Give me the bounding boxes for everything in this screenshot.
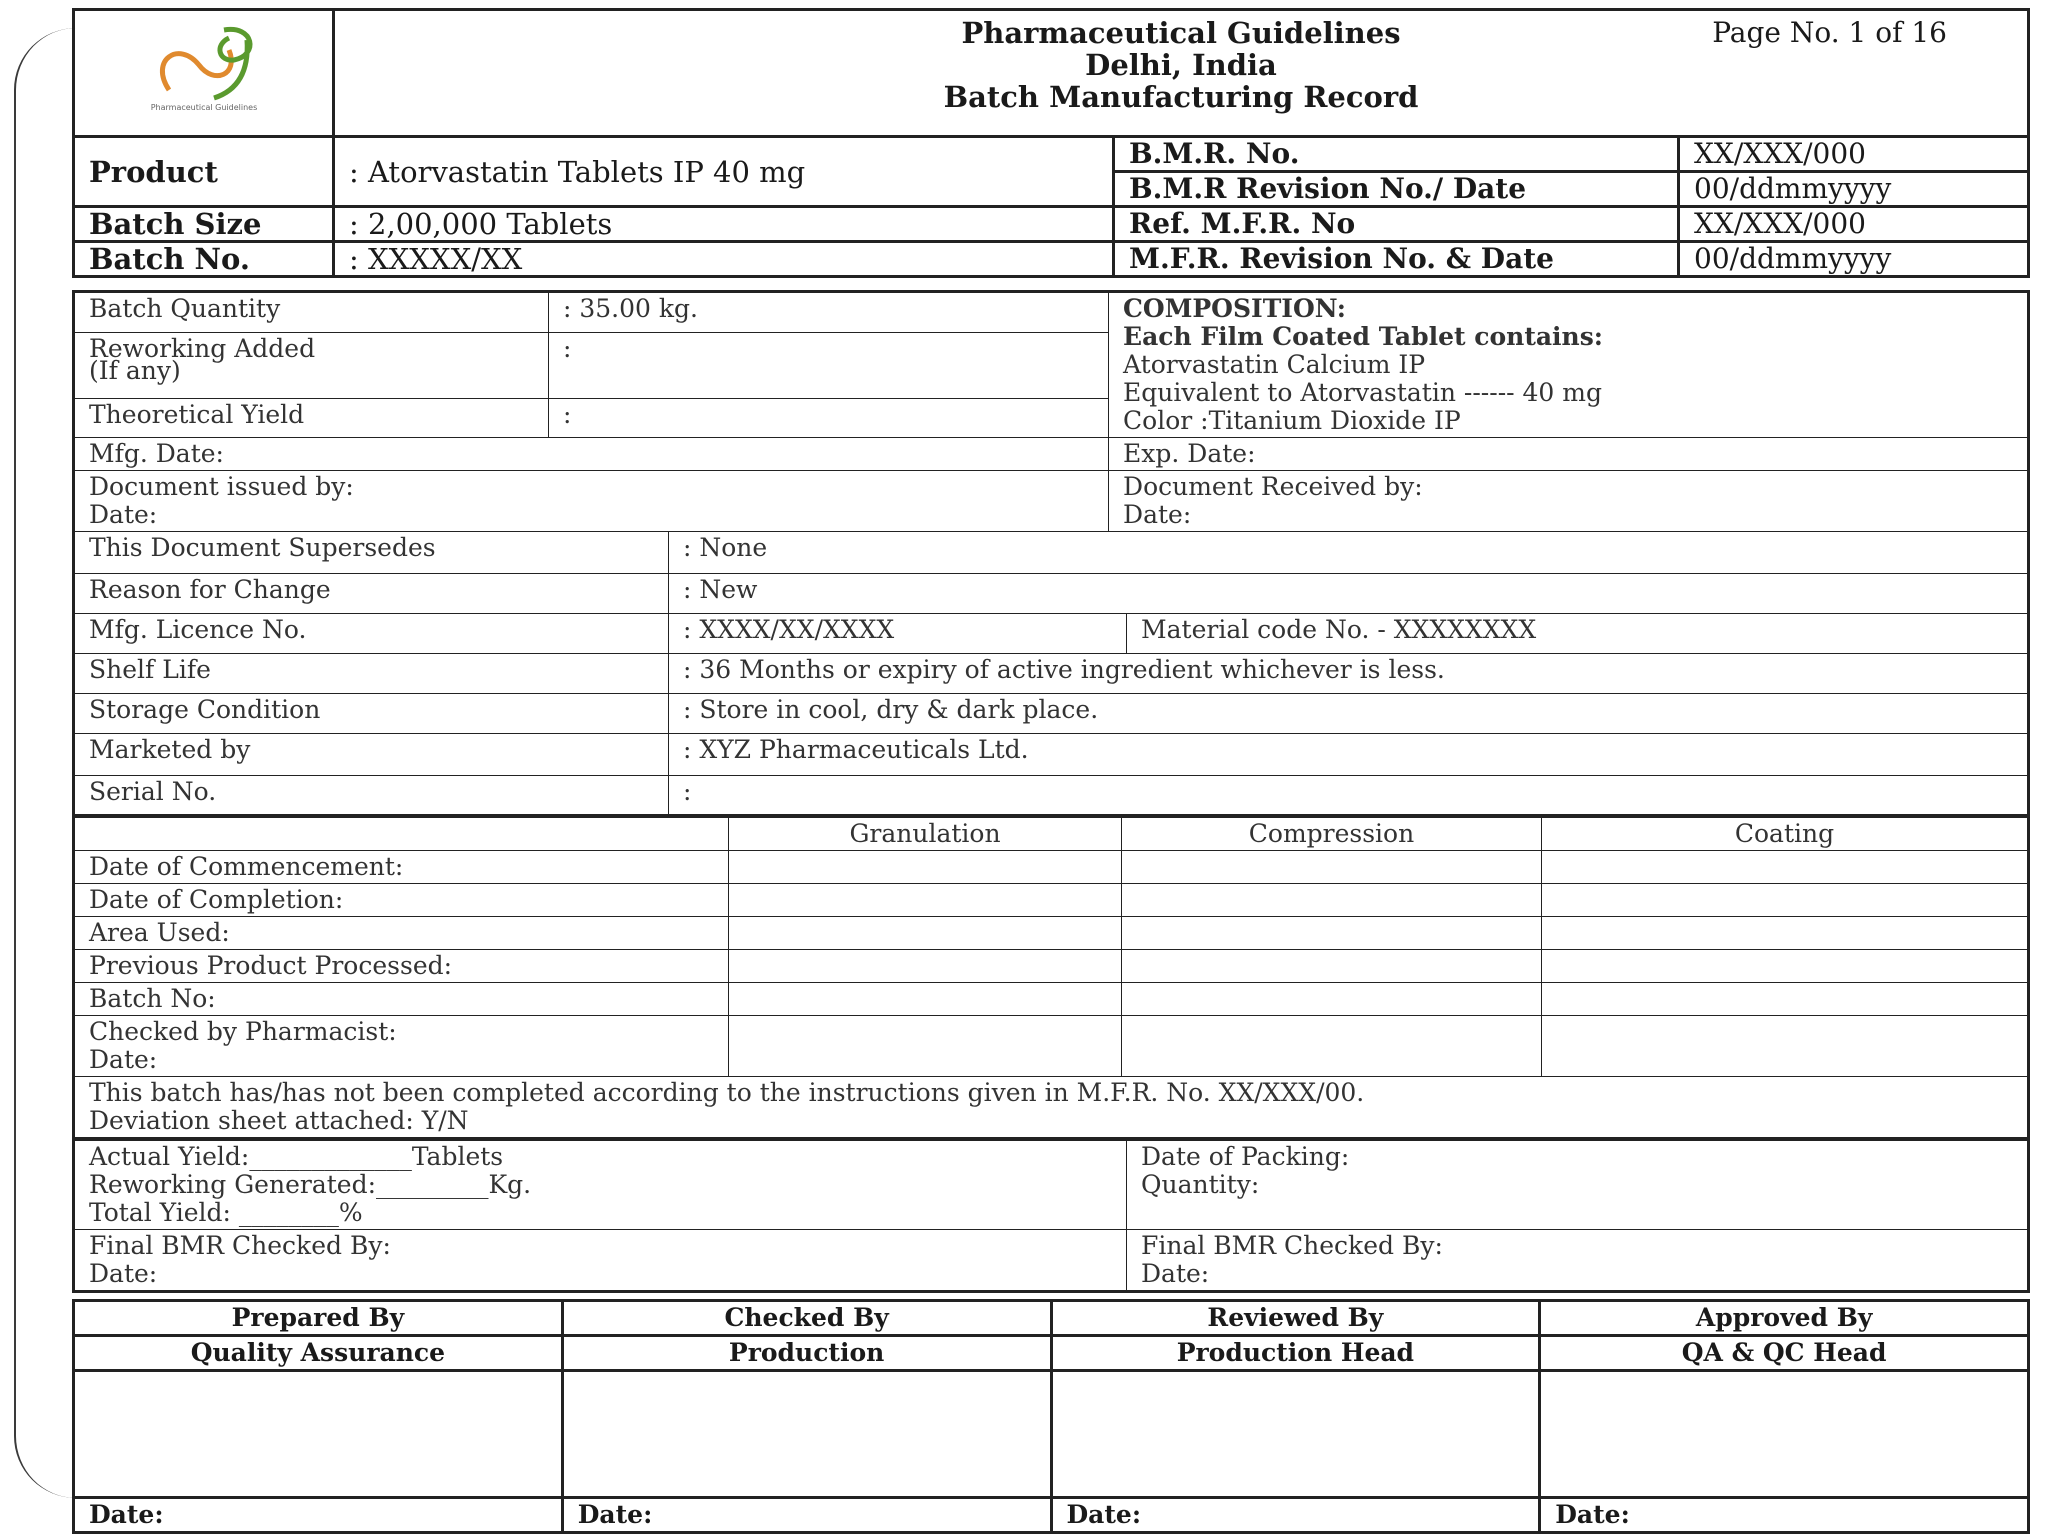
final-bmr-check-left: Final BMR Checked By: Date:	[74, 1230, 1127, 1292]
marketed-by-label: Marketed by	[74, 734, 669, 776]
signature-space	[74, 1371, 563, 1498]
role-approved-by: Approved By	[1540, 1301, 2029, 1336]
stage-row-label: Date of Completion:	[74, 884, 729, 917]
signature-space	[1051, 1371, 1540, 1498]
slide-left-bracket	[14, 28, 76, 1498]
batch-size-label: Batch Size	[74, 207, 334, 242]
main-body-table	[72, 290, 2030, 817]
batch-quantity-label: Batch Quantity	[74, 292, 549, 333]
bmr-no-label: B.M.R. No.	[1114, 137, 1679, 172]
mfr-no-label: Ref. M.F.R. No	[1114, 207, 1679, 242]
material-code: Material code No. - XXXXXXXX	[1127, 614, 2029, 654]
serial-no-value: :	[669, 776, 2029, 816]
sign-date: Date:	[74, 1498, 563, 1533]
supersedes-label: This Document Supersedes	[74, 532, 669, 574]
yield-details: Actual Yield:_____________Tablets Reworking Generated:_________Kg. Total Yield: ________%	[74, 1141, 1127, 1230]
sign-date: Date:	[1051, 1498, 1540, 1533]
shelf-life-label: Shelf Life	[74, 654, 669, 694]
batch-manufacturing-record	[72, 8, 2030, 1534]
document-title: Pharmaceutical Guidelines Delhi, India Batch Manufacturing Record	[943, 16, 1419, 114]
serial-no-label: Serial No.	[74, 776, 669, 816]
header-table	[72, 8, 2030, 138]
stages-table	[72, 817, 2030, 1140]
bmr-no-value: XX/XXX/000	[1679, 137, 2029, 172]
rework-added-label: Reworking Added (If any)	[74, 332, 549, 398]
stage-row-label: Date of Commencement:	[74, 851, 729, 884]
header-title-cell	[334, 10, 2029, 137]
signature-space	[562, 1371, 1051, 1498]
batch-quantity-value: : 35.00 kg.	[549, 292, 1109, 333]
role-checked-by: Checked By	[562, 1301, 1051, 1336]
company-logo-icon	[129, 20, 279, 120]
stage-compression: Compression	[1122, 818, 1542, 851]
reason-value: : New	[669, 574, 2029, 614]
stage-row-label: Previous Product Processed:	[74, 950, 729, 983]
mfg-date: Mfg. Date:	[74, 438, 1109, 471]
role-prepared-by: Prepared By	[74, 1301, 563, 1336]
storage-value: : Store in cool, dry & dark place.	[669, 694, 2029, 734]
marketed-by-value: : XYZ Pharmaceuticals Ltd.	[669, 734, 2029, 776]
sign-date: Date:	[562, 1498, 1051, 1533]
licence-value: : XXXX/XX/XXXX	[669, 614, 1127, 654]
bmr-revision-value: 00/ddmmyyyy	[1679, 172, 2029, 207]
stage-granulation: Granulation	[729, 818, 1122, 851]
rework-added-value: :	[549, 332, 1109, 398]
batch-no-label: Batch No.	[74, 242, 334, 277]
reason-label: Reason for Change	[74, 574, 669, 614]
exp-date: Exp. Date:	[1109, 438, 2029, 471]
completion-statement: This batch has/has not been completed according to the instructions given in M.F.R. No. XX/XXX/00. Deviation sheet attached: Y/N	[74, 1077, 2029, 1139]
stage-row-label: Batch No:	[74, 983, 729, 1016]
page-number: Page No. 1 of 16	[1712, 16, 1947, 49]
sign-date: Date:	[1540, 1498, 2029, 1533]
signature-table	[72, 1299, 2030, 1534]
yield-table	[72, 1140, 2030, 1293]
storage-label: Storage Condition	[74, 694, 669, 734]
theoretical-yield-label: Theoretical Yield	[74, 398, 549, 438]
supersedes-value: : None	[669, 532, 2029, 574]
document-issued-by: Document issued by: Date:	[74, 471, 1109, 532]
mfr-no-value: XX/XXX/000	[1679, 207, 2029, 242]
dept-qa-qc-head: QA & QC Head	[1540, 1336, 2029, 1371]
product-value: : Atorvastatin Tablets IP 40 mg	[334, 137, 1114, 207]
mfr-revision-value: 00/ddmmyyyy	[1679, 242, 2029, 277]
stage-coating: Coating	[1542, 818, 2029, 851]
dept-production: Production	[562, 1336, 1051, 1371]
dept-quality-assurance: Quality Assurance	[74, 1336, 563, 1371]
checked-by-pharmacist: Checked by Pharmacist: Date:	[74, 1016, 729, 1077]
role-reviewed-by: Reviewed By	[1051, 1301, 1540, 1336]
stages-corner	[74, 818, 729, 851]
packing-details: Date of Packing: Quantity:	[1127, 1141, 2029, 1230]
bmr-revision-label: B.M.R Revision No./ Date	[1114, 172, 1679, 207]
product-table	[72, 135, 2030, 278]
document-received-by: Document Received by: Date:	[1109, 471, 2029, 532]
logo	[74, 10, 334, 137]
theoretical-yield-value: :	[549, 398, 1109, 438]
final-bmr-check-right: Final BMR Checked By: Date:	[1127, 1230, 2029, 1292]
composition-cell: COMPOSITION: Each Film Coated Tablet contains: Atorvastatin Calcium IP Equivalent to Atorvastatin ------ 40 mg Color :Titanium Dioxide IP	[1109, 292, 2029, 438]
signature-space	[1540, 1371, 2029, 1498]
licence-label: Mfg. Licence No.	[74, 614, 669, 654]
shelf-life-value: : 36 Months or expiry of active ingredient whichever is less.	[669, 654, 2029, 694]
mfr-revision-label: M.F.R. Revision No. & Date	[1114, 242, 1679, 277]
batch-size-value: : 2,00,000 Tablets	[334, 207, 1114, 242]
batch-no-value: : XXXXX/XX	[334, 242, 1114, 277]
product-label: Product	[74, 137, 334, 207]
svg-text:Pharmaceutical Guidelines: Pharmaceutical Guidelines	[150, 103, 257, 112]
dept-production-head: Production Head	[1051, 1336, 1540, 1371]
stage-row-label: Area Used:	[74, 917, 729, 950]
